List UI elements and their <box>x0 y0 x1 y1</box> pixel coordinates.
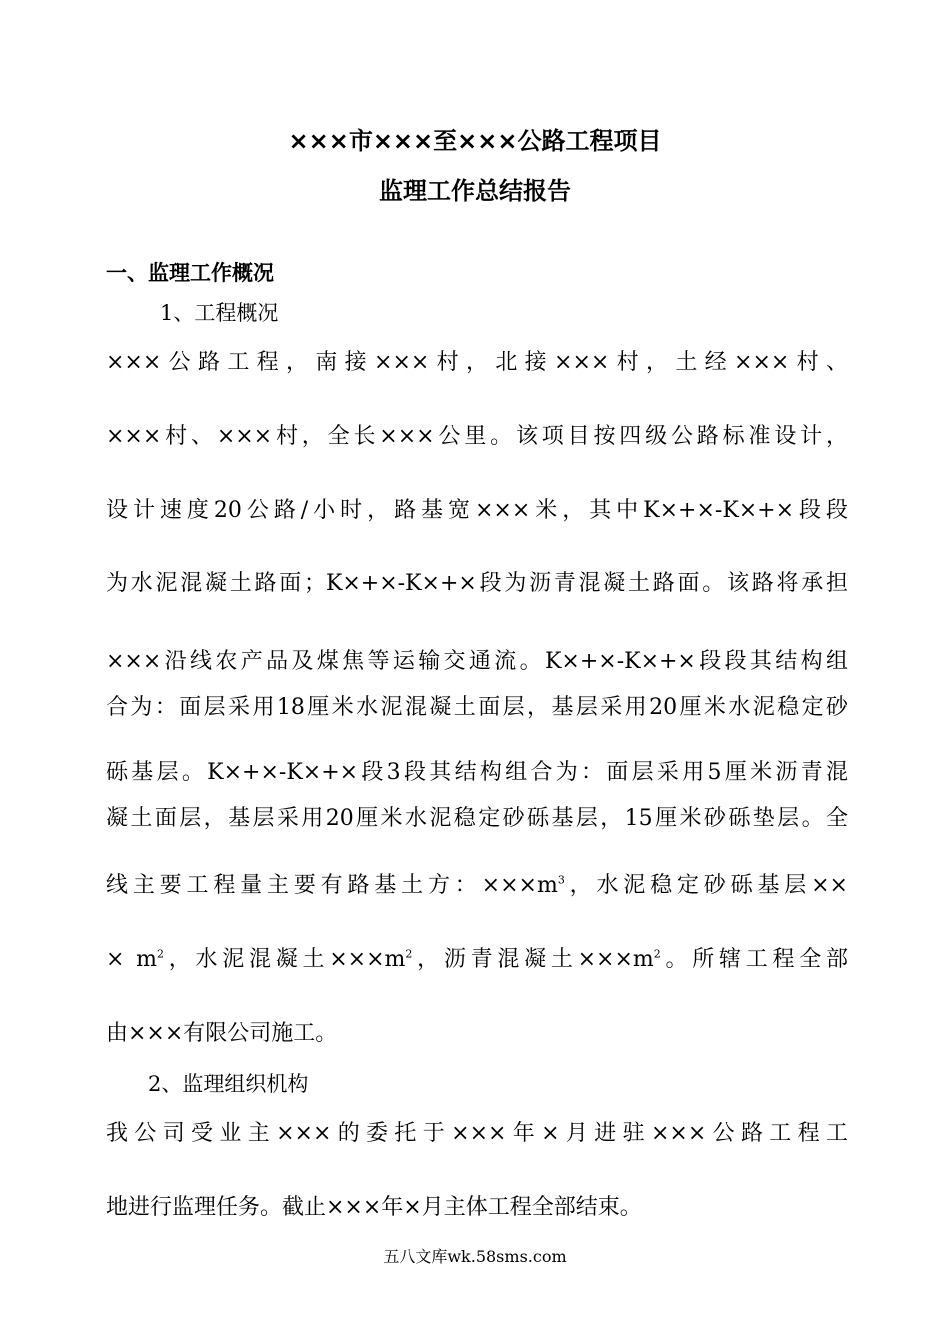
paragraph-line: 我公司受业主×××的委托于×××年×月进驻×××公路工程工 <box>106 1121 848 1146</box>
paragraph-line: ×××沿线农产品及煤焦等运输交通流。K×+×-K×+×段段其结构组 <box>106 649 848 674</box>
paragraph-line: ×××村、×××村，全长×××公里。该项目按四级公路标准设计， <box>106 424 848 449</box>
text-segment: × m <box>106 947 158 972</box>
paragraph-line: 凝土面层，基层采用20厘米水泥稳定砂砾基层，15厘米砂砾垫层。全 <box>106 806 848 831</box>
paragraph-line: 地进行监理任务。截止×××年×月主体工程全部结束。 <box>106 1195 642 1220</box>
paragraph-line-quantities <box>106 868 848 899</box>
paragraph-line: 砾基层。K×+×-K×+×段3段其结构组合为：面层采用5厘米沥青混 <box>106 760 848 785</box>
subsection-heading-project-overview: 1、工程概况 <box>160 301 279 325</box>
document-title-line1: ×××市×××至×××公路工程项目 <box>288 127 662 155</box>
page-footer: 五八文库wk.58sms.com <box>383 1247 567 1266</box>
section-heading-overview: 一、监理工作概况 <box>106 261 274 285</box>
text-segment: ，水泥混凝土×××m <box>164 947 406 972</box>
paragraph-line: 由×××有限公司施工。 <box>106 1021 338 1046</box>
paragraph-line: 设计速度20公路/小时，路基宽×××米，其中K×+×-K×+×段段 <box>106 498 848 523</box>
superscript: 2 <box>157 947 165 961</box>
paragraph-line: 为水泥混凝土路面；K×+×-K×+×段为沥青混凝土路面。该路将承担 <box>106 571 848 596</box>
superscript: 3 <box>557 873 565 887</box>
superscript: 2 <box>405 947 413 961</box>
text-segment: 线主要工程量主要有路基土方：×××m <box>106 873 558 898</box>
paragraph-line: 合为：面层采用18厘米水泥混凝土面层，基层采用20厘米水泥稳定砂 <box>106 695 848 720</box>
paragraph-line: ×××公路工程，南接×××村，北接×××村，土经×××村、 <box>106 350 848 375</box>
paragraph-line-quantities <box>106 942 848 973</box>
document-title-line2: 监理工作总结报告 <box>379 177 571 205</box>
text-segment: ，沥青混凝土×××m <box>412 947 654 972</box>
superscript: 2 <box>653 947 661 961</box>
text-segment: ，水泥稳定砂砾基层×× <box>564 873 848 898</box>
subsection-heading-organization: 2、监理组织机构 <box>148 1072 309 1096</box>
text-segment: 。所辖工程全部 <box>660 947 848 972</box>
